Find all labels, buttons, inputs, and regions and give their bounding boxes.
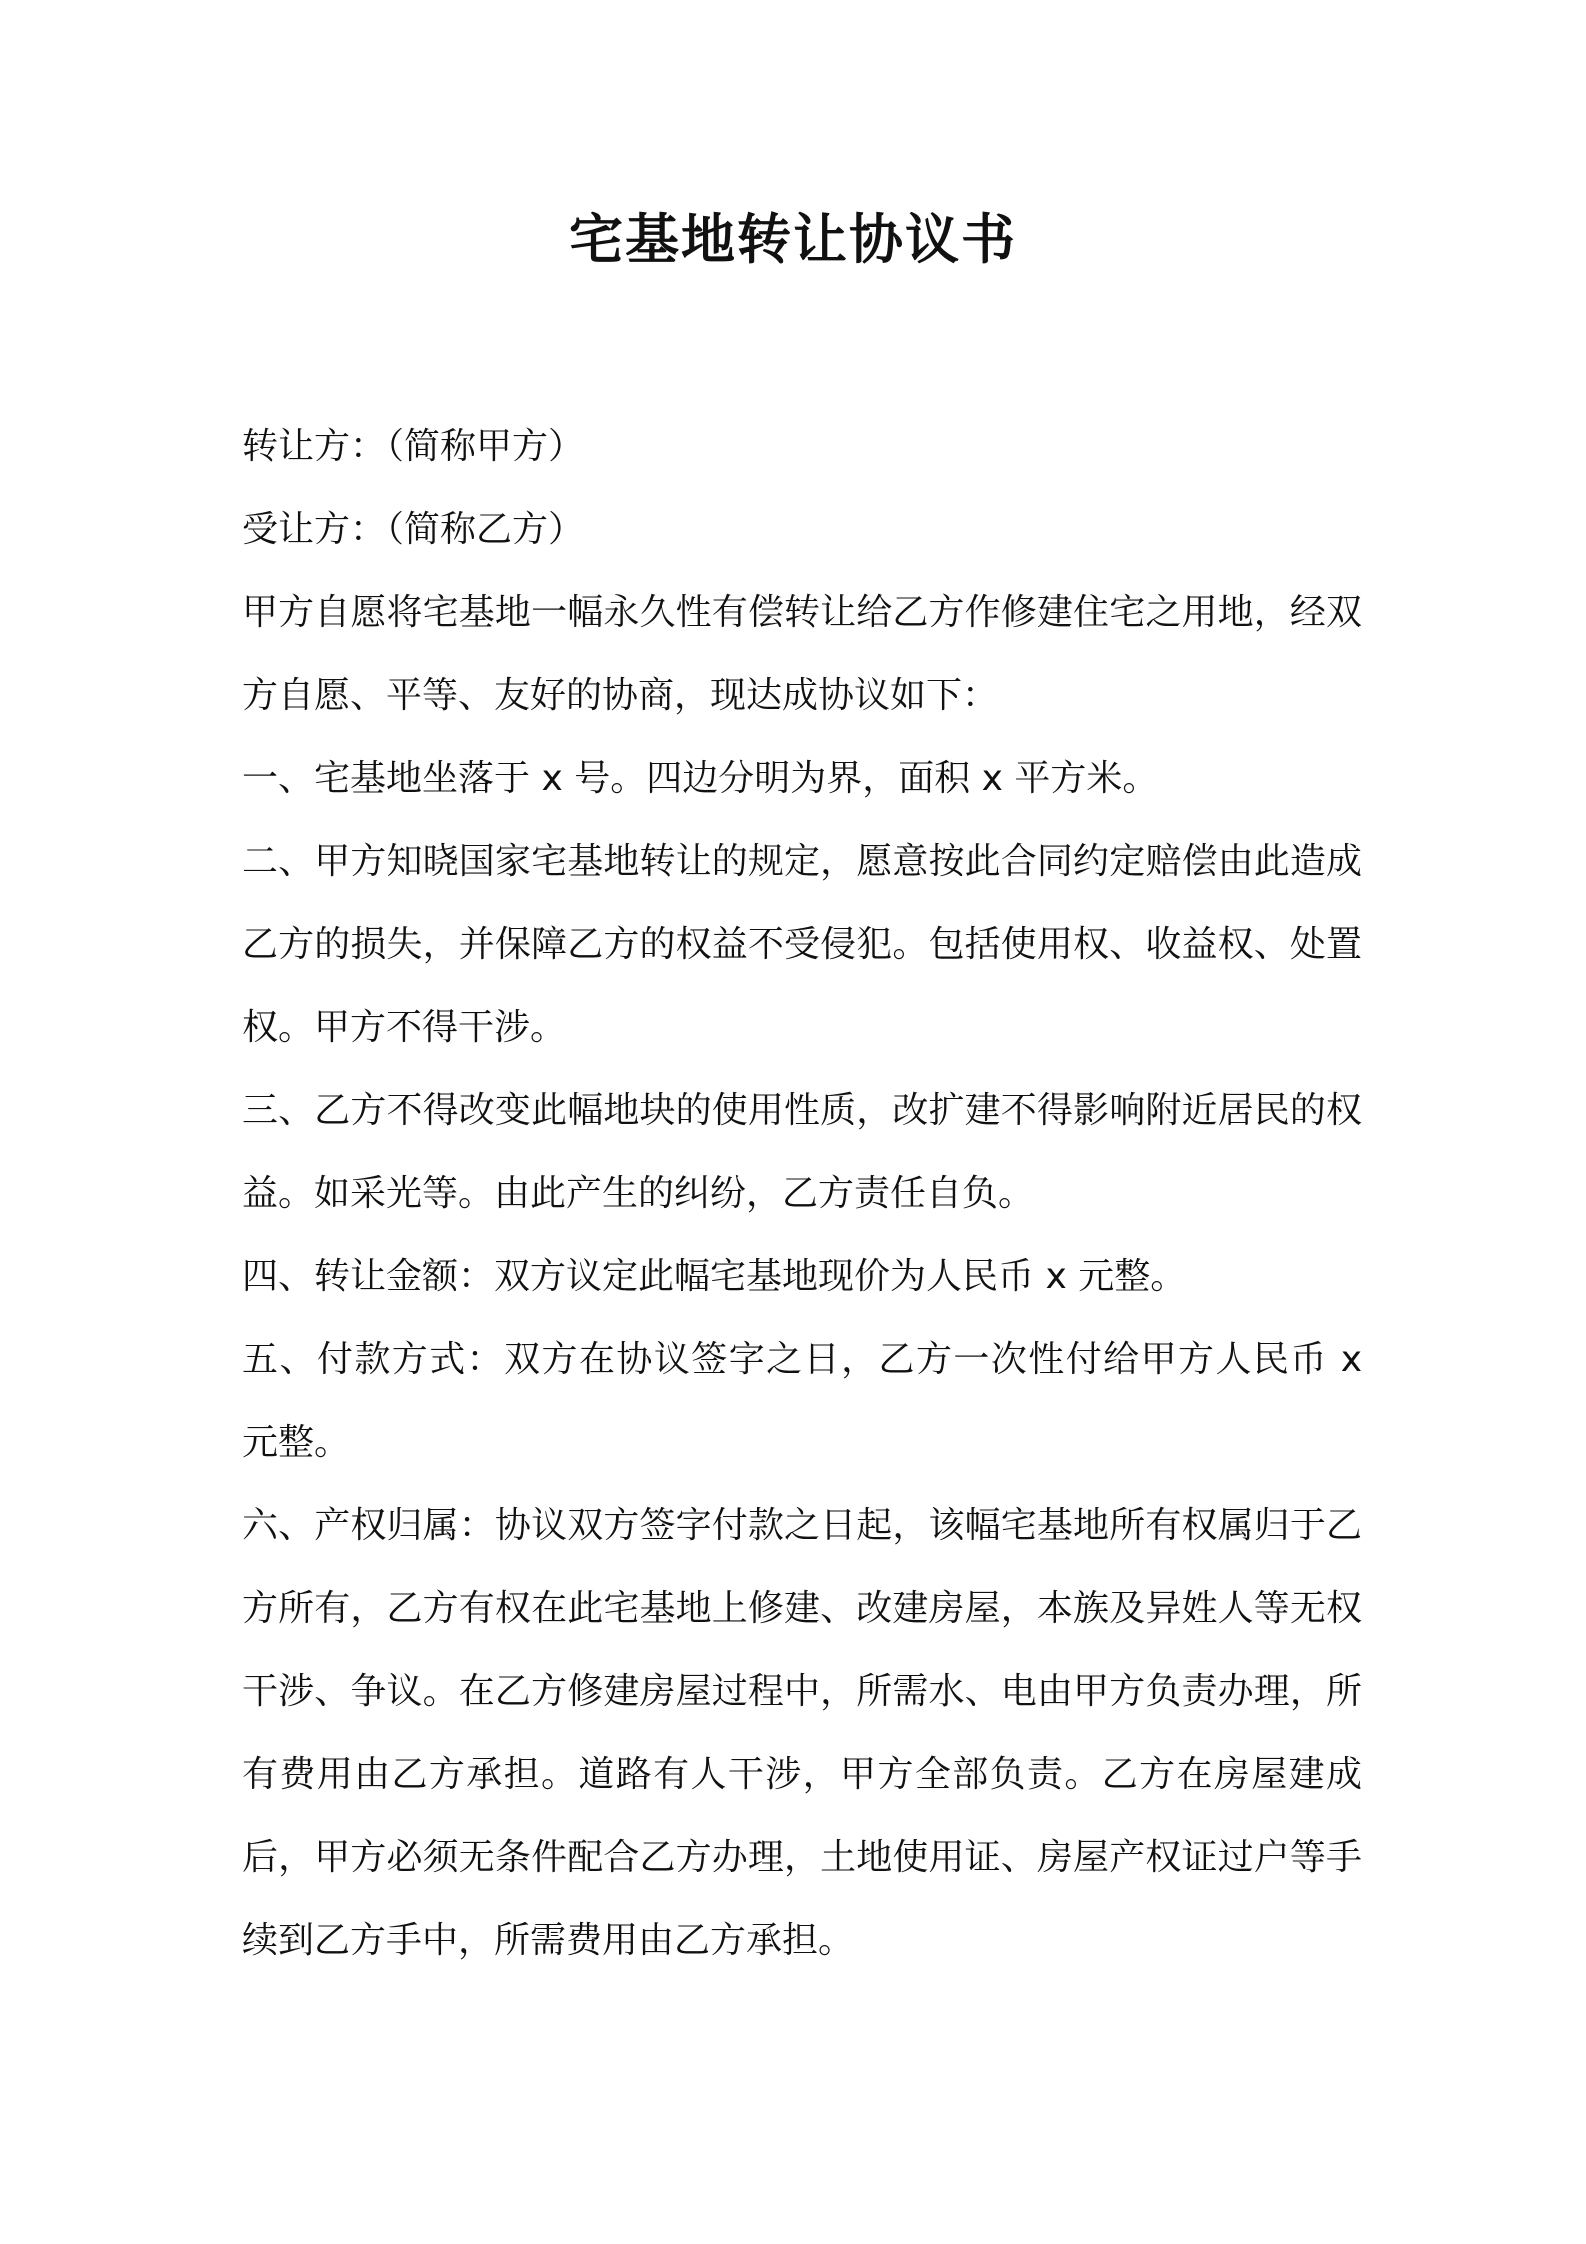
transferor-line: 转让方：（简称甲方） [242,426,585,467]
clause-2-rights: 二、甲方知晓国家宅基地转让的规定，愿意按此合同约定赔偿由此造成乙方的损失，并保障乙方的权益不受侵犯。包括使用权、收益权、处置权。甲方不得干涉。 [242,841,1362,1048]
clause-3-usage: 三、乙方不得改变此幅地块的使用性质，改扩建不得影响附近居民的权益。如采光等。由此产生的纠纷，乙方责任自负。 [242,1090,1362,1214]
preamble-paragraph: 甲方自愿将宅基地一幅永久性有偿转让给乙方作修建住宅之用地，经双方自愿、平等、友好的协商，现达成协议如下： [242,592,1362,716]
transferee-line: 受让方：（简称乙方） [242,509,585,550]
clause-1-location: 一、宅基地坐落于 x 号。四边分明为界，面积 x 平方米。 [242,758,1159,799]
document-body [242,405,1362,1982]
document-title: 宅基地转让协议书 [569,208,1017,271]
clause-4-amount: 四、转让金额：双方议定此幅宅基地现价为人民币 x 元整。 [242,1256,1187,1297]
clause-5-payment: 五、付款方式：双方在协议签字之日，乙方一次性付给甲方人民币 x 元整。 [242,1339,1362,1463]
clause-6-ownership: 六、产权归属：协议双方签字付款之日起，该幅宅基地所有权属归于乙方所有，乙方有权在此宅基地上修建、改建房屋，本族及异姓人等无权干涉、争议。在乙方修建房屋过程中，所需水、电由甲方负责办理，所有费用由乙方承担。道路有人干涉，甲方全部负责。乙方在房屋建成后，甲方必须无条件配合乙方办理，土地使用证、房屋产权证过户等手续到乙方手中，所需费用由乙方承担。 [242,1505,1362,1961]
